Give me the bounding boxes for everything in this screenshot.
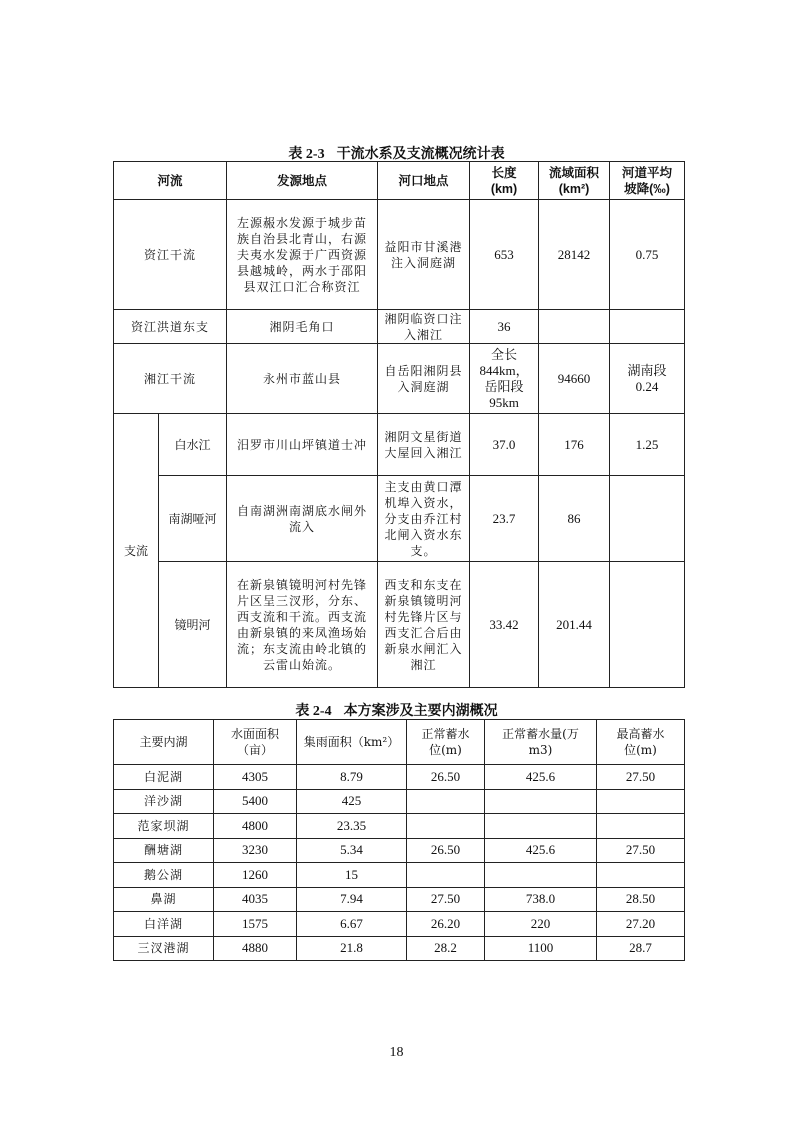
column-header: 主要内湖	[114, 720, 214, 765]
normal-water-level	[407, 814, 485, 839]
source-location: 汨罗市川山坪镇道士冲	[227, 414, 378, 476]
source-location: 永州市蓝山县	[227, 344, 378, 414]
max-water-level: 28.7	[597, 936, 685, 961]
catchment-area: 23.35	[297, 814, 407, 839]
catchment-area: 15	[297, 863, 407, 888]
area-value: 201.44	[539, 562, 610, 688]
river-name: 南湖哑河	[159, 476, 227, 562]
column-header: 最高蓄水 位(m)	[597, 720, 685, 765]
table-row	[114, 414, 685, 476]
normal-water-level: 26.50	[407, 838, 485, 863]
slope-value: 1.25	[610, 414, 685, 476]
table-2-4	[113, 719, 685, 961]
catchment-area: 425	[297, 789, 407, 814]
area-value: 176	[539, 414, 610, 476]
source-location: 左源赧水发源于城步苗族自治县北青山，右源夫夷水发源于广西资源县越城岭，两水于邵阳县双江口汇合称资江	[227, 200, 378, 310]
area-value: 86	[539, 476, 610, 562]
table-row	[114, 476, 685, 562]
normal-storage: 425.6	[485, 765, 597, 790]
lake-name: 酬塘湖	[114, 838, 214, 863]
table-row	[114, 344, 685, 414]
table-row	[114, 814, 685, 839]
table-row	[114, 863, 685, 888]
max-water-level: 27.20	[597, 912, 685, 937]
table-2-3-caption	[0, 143, 793, 163]
catchment-area: 7.94	[297, 887, 407, 912]
water-area: 1260	[214, 863, 297, 888]
mouth-location: 益阳市甘溪港注入洞庭湖	[378, 200, 470, 310]
table-2-4-caption	[0, 700, 793, 720]
column-header: 河流	[114, 162, 227, 200]
tributary-group-label: 支流	[114, 414, 159, 688]
normal-water-level: 26.50	[407, 765, 485, 790]
caption-title: 干流水系及支流概况统计表	[336, 145, 505, 161]
mouth-location: 自岳阳湘阴县入洞庭湖	[378, 344, 470, 414]
length-value: 全长 844km， 岳阳段 95km	[470, 344, 539, 414]
lake-name: 范家坝湖	[114, 814, 214, 839]
table-2-4-body	[114, 720, 685, 961]
column-header: 水面面积 （亩）	[214, 720, 297, 765]
header-row	[114, 162, 685, 200]
river-name: 湘江干流	[114, 344, 227, 414]
water-area: 4035	[214, 887, 297, 912]
normal-water-level	[407, 863, 485, 888]
table-row	[114, 912, 685, 937]
length-value: 33.42	[470, 562, 539, 688]
header-row	[114, 720, 685, 765]
length-value: 37.0	[470, 414, 539, 476]
table-2-3-body	[114, 162, 685, 688]
catchment-area: 6.67	[297, 912, 407, 937]
river-name: 资江洪道东支	[114, 310, 227, 344]
water-area: 4305	[214, 765, 297, 790]
column-header: 长度 (km)	[470, 162, 539, 200]
river-name: 镜明河	[159, 562, 227, 688]
column-header: 发源地点	[227, 162, 378, 200]
catchment-area: 8.79	[297, 765, 407, 790]
table-2-3	[113, 161, 685, 688]
mouth-location: 湘阴文星街道大屋回入湘江	[378, 414, 470, 476]
table-row	[114, 887, 685, 912]
table-row	[114, 562, 685, 688]
max-water-level	[597, 814, 685, 839]
table-row	[114, 838, 685, 863]
normal-storage: 738.0	[485, 887, 597, 912]
length-value: 653	[470, 200, 539, 310]
column-header: 正常蓄水 位(m)	[407, 720, 485, 765]
lake-name: 白泥湖	[114, 765, 214, 790]
normal-storage	[485, 814, 597, 839]
lake-name: 鼻湖	[114, 887, 214, 912]
catchment-area: 5.34	[297, 838, 407, 863]
normal-storage: 425.6	[485, 838, 597, 863]
water-area: 4880	[214, 936, 297, 961]
normal-storage	[485, 789, 597, 814]
area-value: 94660	[539, 344, 610, 414]
mouth-location: 主支由黄口潭机埠入资水，分支由乔江村北闸入资水东支。	[378, 476, 470, 562]
table-row	[114, 310, 685, 344]
water-area: 5400	[214, 789, 297, 814]
normal-water-level: 28.2	[407, 936, 485, 961]
normal-storage: 220	[485, 912, 597, 937]
area-value	[539, 310, 610, 344]
length-value: 23.7	[470, 476, 539, 562]
column-header: 集雨面积（km²）	[297, 720, 407, 765]
area-value: 28142	[539, 200, 610, 310]
page-number: 18	[389, 1045, 404, 1060]
mouth-location: 湘阴临资口注入湘江	[378, 310, 470, 344]
table-row	[114, 936, 685, 961]
caption-number: 表 2-4	[295, 704, 332, 719]
max-water-level: 28.50	[597, 887, 685, 912]
catchment-area: 21.8	[297, 936, 407, 961]
caption-number: 表 2-3	[288, 147, 325, 162]
column-header: 正常蓄水量(万 m3)	[485, 720, 597, 765]
normal-water-level	[407, 789, 485, 814]
table-row	[114, 789, 685, 814]
source-location: 在新泉镇镜明河村先锋片区呈三汊形，分东、西支流和干流。西支流由新泉镇的来凤渔场始流；东支流由岭北镇的云雷山始流。	[227, 562, 378, 688]
lake-name: 三汊港湖	[114, 936, 214, 961]
table-row	[114, 200, 685, 310]
column-header: 流域面积 (km²)	[539, 162, 610, 200]
normal-water-level: 26.20	[407, 912, 485, 937]
source-location: 自南湖洲南湖底水闸外流入	[227, 476, 378, 562]
lake-name: 鹅公湖	[114, 863, 214, 888]
mouth-location: 西支和东支在新泉镇镜明河村先锋片区与西支汇合后由新泉水闸汇入湘江	[378, 562, 470, 688]
river-name: 白水江	[159, 414, 227, 476]
max-water-level: 27.50	[597, 765, 685, 790]
column-header: 河口地点	[378, 162, 470, 200]
water-area: 1575	[214, 912, 297, 937]
caption-title: 本方案涉及主要内湖概况	[343, 702, 498, 718]
normal-storage	[485, 863, 597, 888]
normal-storage: 1100	[485, 936, 597, 961]
lake-name: 白洋湖	[114, 912, 214, 937]
slope-value	[610, 476, 685, 562]
slope-value: 0.75	[610, 200, 685, 310]
table-row	[114, 765, 685, 790]
slope-value	[610, 310, 685, 344]
water-area: 3230	[214, 838, 297, 863]
water-area: 4800	[214, 814, 297, 839]
max-water-level	[597, 789, 685, 814]
slope-value: 湖南段 0.24	[610, 344, 685, 414]
length-value: 36	[470, 310, 539, 344]
max-water-level	[597, 863, 685, 888]
slope-value	[610, 562, 685, 688]
lake-name: 洋沙湖	[114, 789, 214, 814]
max-water-level: 27.50	[597, 838, 685, 863]
column-header: 河道平均 坡降(‰)	[610, 162, 685, 200]
river-name: 资江干流	[114, 200, 227, 310]
normal-water-level: 27.50	[407, 887, 485, 912]
source-location: 湘阴毛角口	[227, 310, 378, 344]
